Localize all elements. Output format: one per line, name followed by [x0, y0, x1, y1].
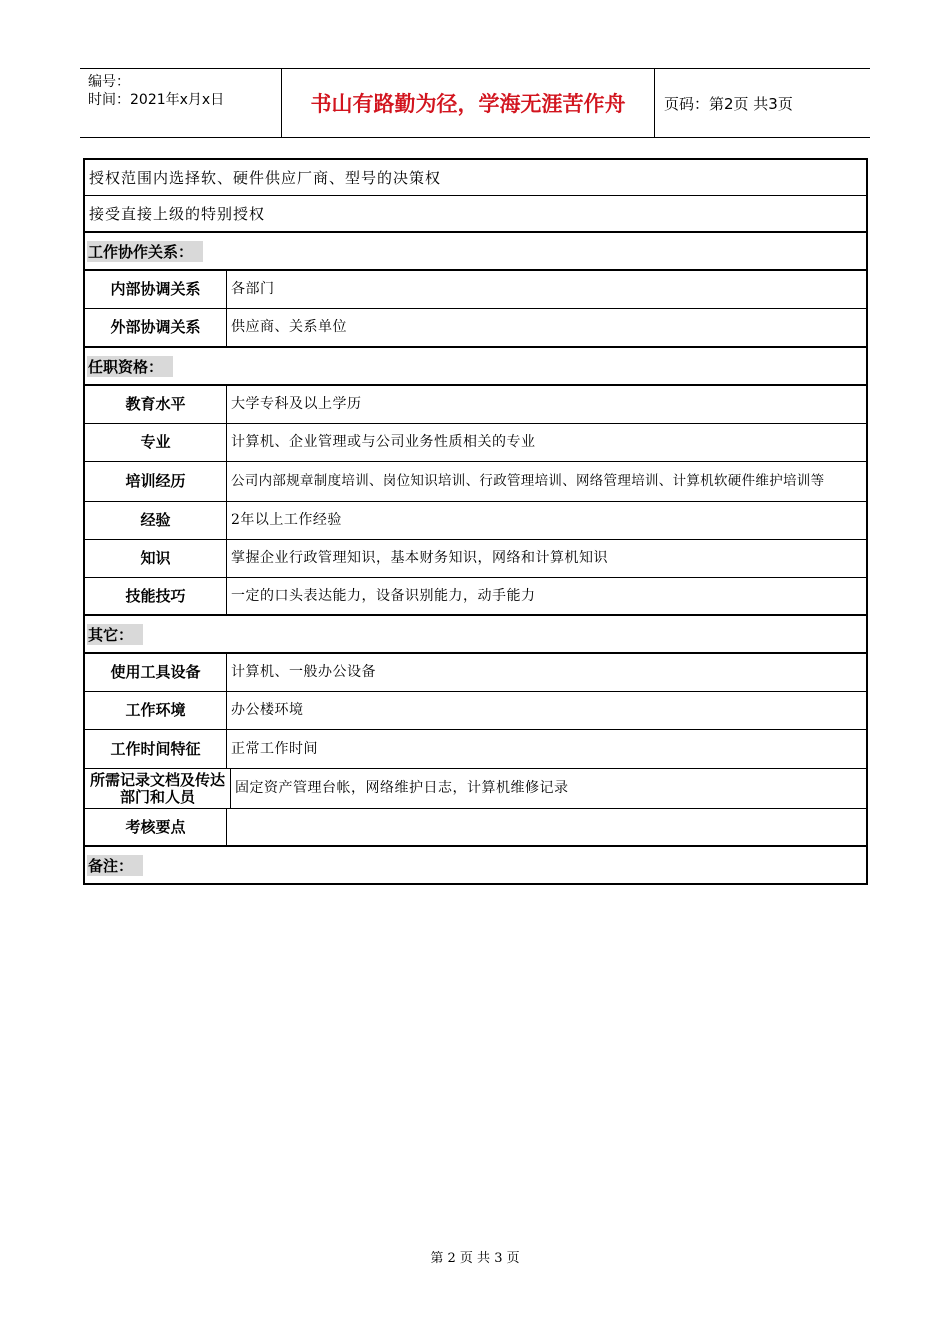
- section-title: 其它：: [87, 624, 143, 645]
- row-value: 大学专科及以上学历: [231, 396, 362, 412]
- page-footer: 第 2 页 共 3 页: [430, 1251, 520, 1266]
- row-label: 外部协调关系: [85, 309, 227, 346]
- row-value: 计算机、一般办公设备: [231, 664, 376, 680]
- auth-text: 授权范围内选择软、硬件供应厂商、型号的决策权: [89, 169, 442, 187]
- header-page-info: 页码：第2页 共3页: [664, 94, 793, 113]
- auth-row: [85, 160, 866, 196]
- row-value: 办公楼环境: [231, 702, 304, 718]
- row-value: 各部门: [231, 281, 275, 297]
- row-value: 固定资产管理台帐，网络维护日志，计算机维修记录: [235, 780, 569, 796]
- auth-row: [85, 196, 866, 233]
- table-row: [85, 309, 866, 348]
- section-title: 备注：: [87, 855, 143, 876]
- table-row: [85, 578, 866, 616]
- section-remarks: [85, 847, 866, 883]
- row-label: 经验: [85, 502, 227, 539]
- row-label: 所需记录文档及传达部门和人员: [85, 769, 231, 808]
- row-label: 培训经历: [85, 462, 227, 501]
- table-row: [85, 271, 866, 309]
- row-label: 教育水平: [85, 386, 227, 423]
- header-meta: [80, 69, 282, 137]
- table-row: [85, 424, 866, 462]
- section-qualifications: [85, 348, 866, 386]
- table-row: [85, 769, 866, 809]
- row-value: [227, 809, 866, 845]
- row-label: 工作环境: [85, 692, 227, 729]
- table-row: [85, 654, 866, 692]
- row-label: 使用工具设备: [85, 654, 227, 691]
- table-row: [85, 462, 866, 502]
- date-line: 时间：2021年x月x日: [88, 92, 225, 108]
- row-value: 2年以上工作经验: [231, 512, 342, 528]
- section-title: 任职资格：: [87, 356, 173, 377]
- section-other: [85, 616, 866, 654]
- table-row: [85, 730, 866, 769]
- row-label: 知识: [85, 540, 227, 577]
- header-motto: 书山有路勤为径，学海无涯苦作舟: [282, 69, 655, 137]
- row-value: 正常工作时间: [231, 740, 318, 757]
- row-value: 掌握企业行政管理知识，基本财务知识，网络和计算机知识: [231, 550, 608, 566]
- serial-label: 编号：: [88, 74, 130, 90]
- row-label: 考核要点: [85, 809, 227, 845]
- job-description-table: [83, 158, 868, 885]
- table-row: [85, 540, 866, 578]
- row-label: 技能技巧: [85, 578, 227, 614]
- table-row: [85, 692, 866, 730]
- row-value: 公司内部规章制度培训、岗位知识培训、行政管理培训、网络管理培训、计算机软硬件维护培训等: [231, 473, 825, 489]
- table-row: [85, 502, 866, 540]
- auth-text: 接受直接上级的特别授权: [89, 205, 266, 223]
- row-label: 内部协调关系: [85, 271, 227, 308]
- table-row: [85, 386, 866, 424]
- row-label: 工作时间特征: [85, 730, 227, 768]
- row-value: 一定的口头表达能力，设备识别能力，动手能力: [231, 587, 536, 604]
- row-value: 计算机、企业管理或与公司业务性质相关的专业: [231, 434, 536, 450]
- table-row: [85, 809, 866, 847]
- section-title: 工作协作关系：: [87, 241, 203, 262]
- section-cooperation: [85, 233, 866, 271]
- row-value: 供应商、关系单位: [231, 319, 347, 335]
- row-label: 专业: [85, 424, 227, 461]
- page-header: [80, 68, 870, 138]
